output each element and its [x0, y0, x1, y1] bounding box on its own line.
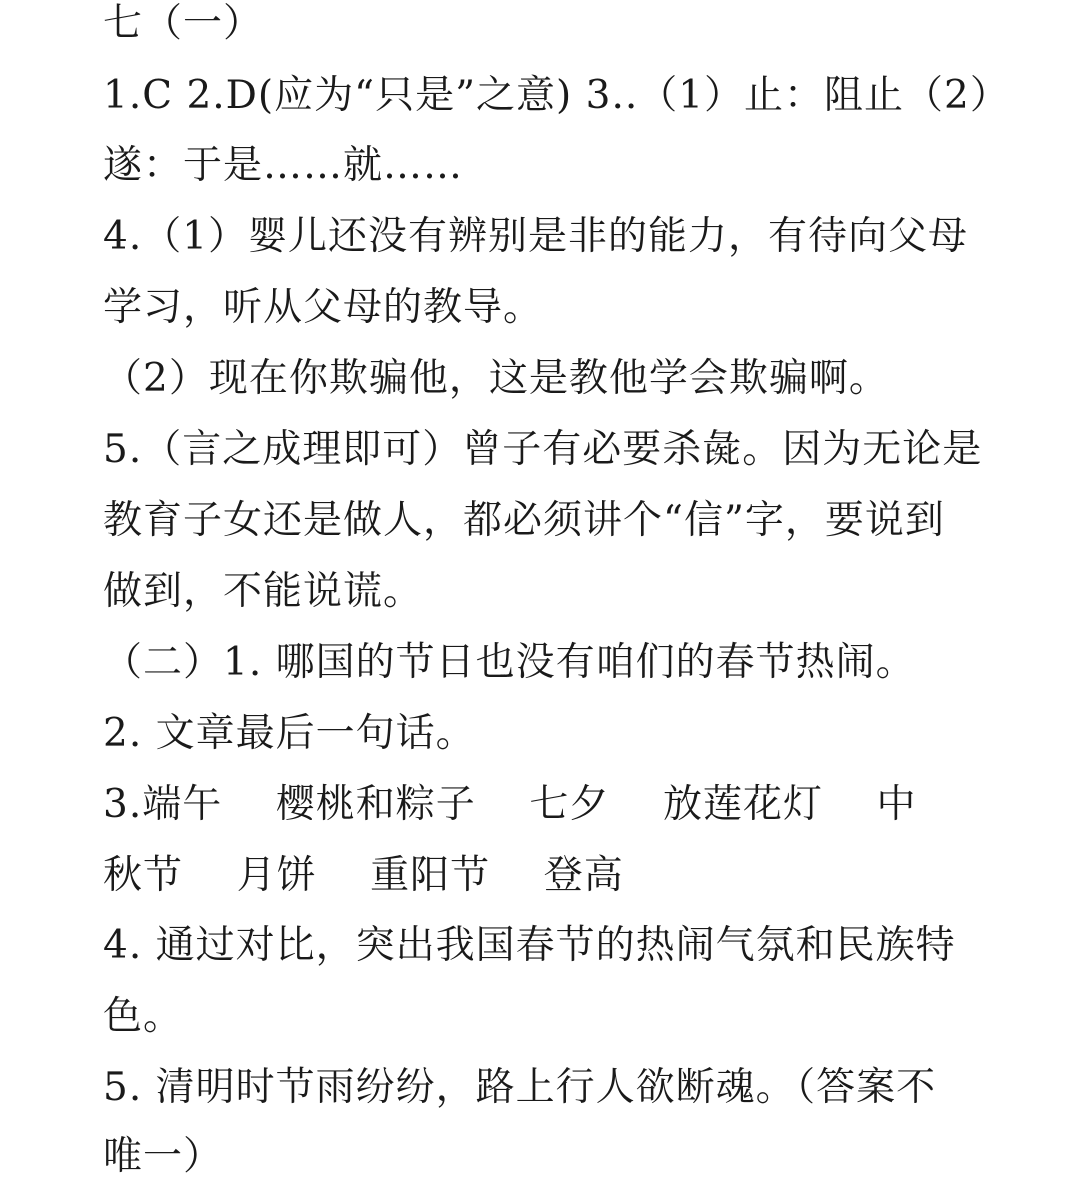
section-heading: 七（一）: [103, 1, 264, 46]
answer-line-14: 色。: [103, 994, 184, 1039]
answer-line-16: 唯一）: [103, 1134, 224, 1179]
answer-line-15: 5. 清明时节雨纷纷，路上行人欲断魂。（答案不: [103, 1065, 937, 1110]
answer-line-8: 做到，不能说谎。: [103, 569, 424, 614]
answer-line-7: 教育子女还是做人，都必须讲个“信”字，要说到: [103, 498, 945, 543]
answer-line-11: 3.端午 樱桃和粽子 七夕 放莲花灯 中: [103, 782, 917, 827]
answer-line-5: （2）现在你欺骗他，这是教他学会欺骗啊。: [103, 356, 889, 401]
answer-line-13: 4. 通过对比，突出我国春节的热闹气氛和民族特: [103, 923, 956, 968]
answer-line-1: 1.C 2.D(应为“只是”之意) 3..（1）止：阻止（2）: [103, 73, 1010, 118]
answer-line-9: （二）1. 哪国的节日也没有咱们的春节热闹。: [103, 640, 916, 685]
answer-line-4: 学习，听从父母的教导。: [103, 285, 544, 330]
answer-line-12: 秋节 月饼 重阳节 登高: [103, 853, 624, 898]
answer-line-10: 2. 文章最后一句话。: [103, 711, 476, 756]
answer-line-6: 5.（言之成理即可）曾子有必要杀彘。因为无论是: [103, 427, 983, 472]
answer-line-2: 遂：于是……就……: [103, 143, 464, 188]
answer-line-3: 4.（1）婴儿还没有辨别是非的能力，有待向父母: [103, 214, 969, 259]
